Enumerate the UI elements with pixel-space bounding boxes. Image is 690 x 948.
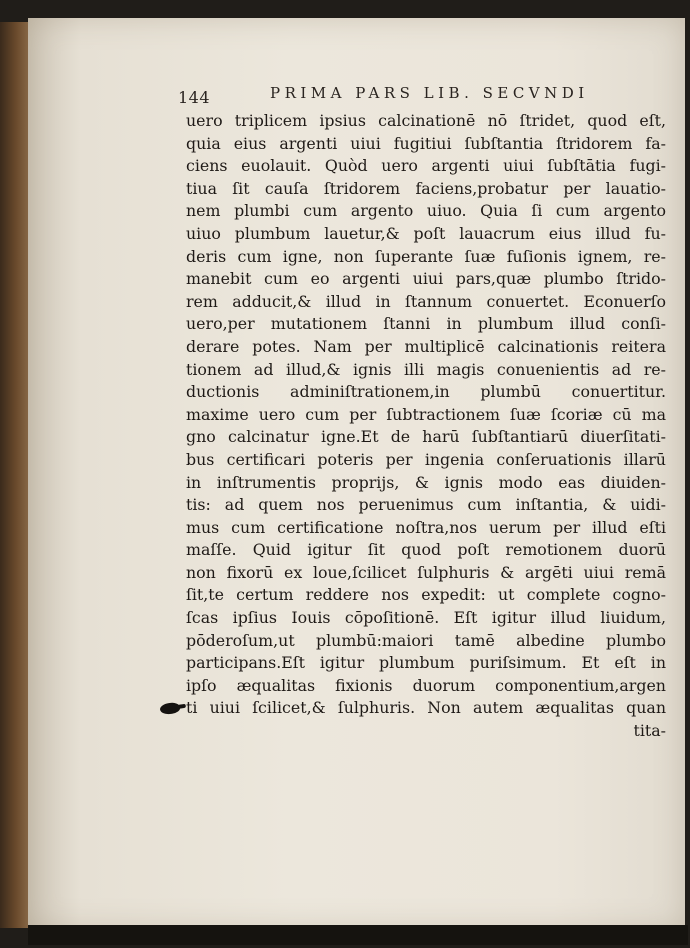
catchword: tita- xyxy=(633,721,666,741)
page-number: 144 xyxy=(178,88,211,107)
text-line: maſſe. Quid igitur ſit quod poſt remotionem duorū xyxy=(186,540,666,560)
text-line: ſcas ipſius Iouis cōpoſitionē. Eſt igitur illud liuidum, xyxy=(186,608,666,628)
text-line: participans.Eſt igitur plumbum puriſsimum. Et eſt in xyxy=(186,653,666,673)
text-line: tis: ad quem nos peruenimus cum inſtantia, & uidi- xyxy=(186,495,666,515)
text-line: manebit cum eo argenti uiui pars,quæ plumbo ſtrido- xyxy=(186,269,666,289)
text-line: bus certificari poteris per ingenia conſeruationis illarū xyxy=(186,449,666,469)
text-line: uiuo plumbum lauetur,& poſt lauacrum eius illud fu- xyxy=(186,223,666,243)
text-line: deris cum igne, non ſuperante ſuæ fuſionis ignem, re- xyxy=(186,246,666,266)
text-line: ipſo æqualitas fixionis duorum componentium,argen xyxy=(186,675,666,695)
body-text xyxy=(186,110,666,743)
text-line: uero,per mutationem ſtanni in plumbum illud conſi- xyxy=(186,314,666,334)
text-line: rem adducit,& illud in ſtannum conuertet. Econuerſo xyxy=(186,291,666,311)
text-line: derare potes. Nam per multiplicē calcinationis reitera xyxy=(186,336,666,356)
page-bottom-shadow xyxy=(28,925,688,945)
text-line: pōderoſum,ut plumbū:maiori tamē albedine plumbo xyxy=(186,630,666,650)
text-line: non fixorū ex loue,ſcilicet ſulphuris & argēti uiui remā xyxy=(186,562,666,582)
running-head xyxy=(178,84,668,108)
text-line: nem plumbi cum argento uiuo. Quia ſi cum argento xyxy=(186,201,666,221)
text-line: ductionis adminiſtrationem,in plumbū conuertitur. xyxy=(186,382,666,402)
text-line: mus cum certificatione noſtra,nos uerum per illud eſti xyxy=(186,517,666,537)
text-line: gno calcinatur igne.Et de harū ſubſtantiarū diuerſitati- xyxy=(186,427,666,447)
text-line: ſit,te certum reddere nos expedit: ut complete cogno- xyxy=(186,585,666,605)
text-line: tiua ſit cauſa ſtridorem faciens,probatur per lauatio- xyxy=(186,178,666,198)
running-title: PRIMA PARS LIB. SECVNDI xyxy=(270,84,589,102)
text-line: maxime uero cum per ſubtractionem ſuæ ſcoriæ cū ma xyxy=(186,404,666,424)
text-line: tionem ad illud,& ignis illi magis conuenientis ad re- xyxy=(186,359,666,379)
text-line: in inſtrumentis proprijs, & ignis modo eas diuiden- xyxy=(186,472,666,492)
text-line: quia eius argenti uiui fugitiui ſubſtantia ſtridorem fa- xyxy=(186,133,666,153)
text-line: ciens euolauit. Quòd uero argenti uiui ſubſtātia fugi- xyxy=(186,156,666,176)
text-line: ti uiui ſcilicet,& ſulphuris. Non autem æqualitas quan xyxy=(186,698,666,718)
text-line: uero triplicem ipsius calcinationē nō ſtridet, quod eſt, xyxy=(186,111,666,130)
